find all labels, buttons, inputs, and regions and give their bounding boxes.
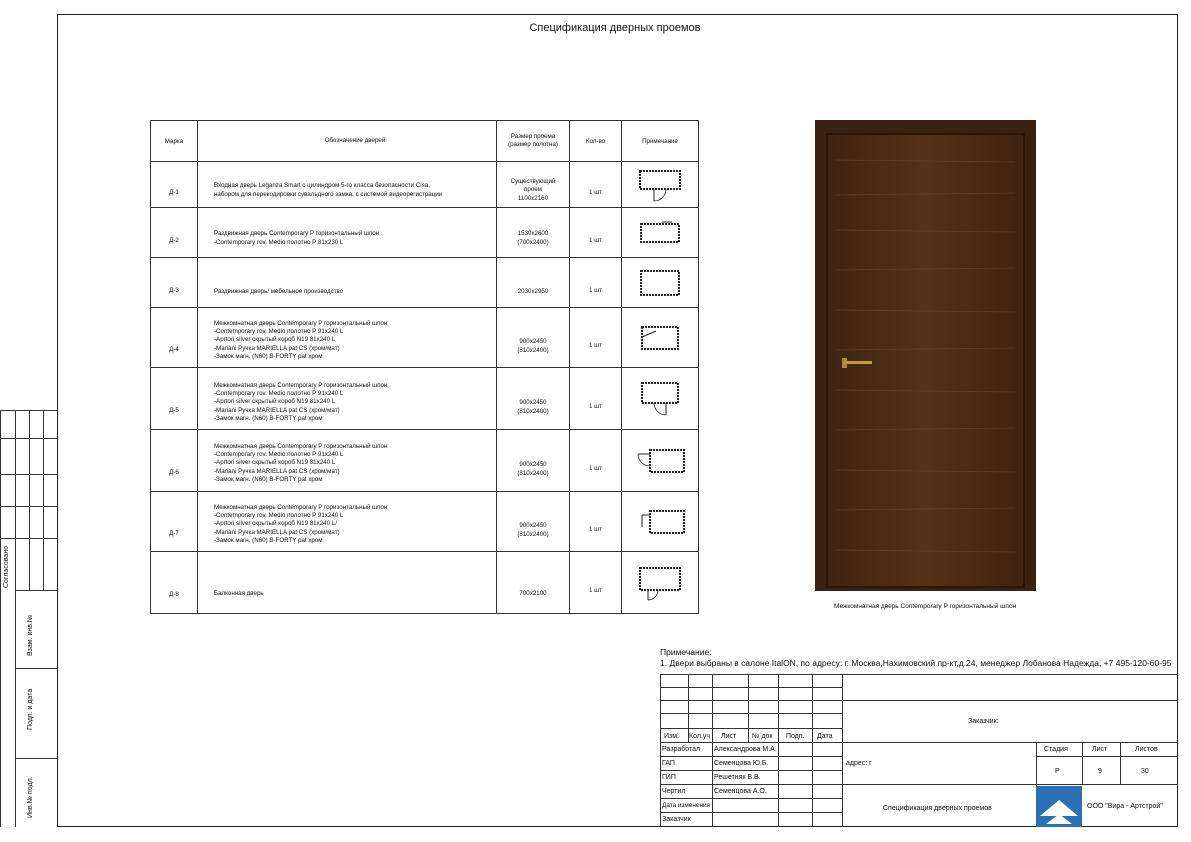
door-image [815, 120, 1036, 591]
desc-line: Раздвижная дверь/ мебельное производство [214, 288, 344, 296]
row-desc [198, 162, 497, 208]
size-line: 700х2100 [519, 590, 547, 598]
tb-customer: Заказчик: [968, 718, 999, 725]
size-line: (700х2400) [517, 238, 549, 246]
desc-line: -Contemporary rov. Medio полотно P 81х230 L [214, 238, 344, 246]
desc-line: набором для перекодировки сувальдного замка, с системой видеорегистрации [214, 190, 443, 198]
tb-role: ГАП [662, 760, 675, 767]
row-mark: Д-4 [151, 308, 198, 368]
desc-line: Межкомнатная дверь Contemporary P горизонтальный шпон [214, 442, 388, 450]
row-qty: 1 шт [570, 552, 622, 614]
row-desc [198, 368, 497, 430]
desc-line: -Aprtori silver скрытый короб N19 81х240 L [214, 398, 336, 406]
desc-line: -Contemporary rov. Medio полотно P 91х240 L [214, 389, 344, 397]
tb-sheet-value: 9 [1098, 768, 1102, 775]
row-desc [198, 552, 497, 614]
sliding-door-plan-icon [636, 218, 684, 248]
row-desc [198, 492, 497, 552]
row-mark: Д-8 [151, 552, 198, 614]
row-desc [198, 430, 497, 492]
row-size [497, 208, 570, 258]
desc-line: -Замок магн. (N60) B-FORTY pat хром [214, 415, 323, 423]
tb-header-kol: Кол.уч [689, 733, 710, 740]
desc-line: -Aprtori silver скрытый короб N19 81х240 L [214, 336, 336, 344]
tb-sheet-label: Лист [1092, 746, 1108, 753]
desc-line: -Contemporary rov. Medio полотно P 91х240 L [214, 327, 344, 335]
company-logo-icon [1036, 786, 1082, 827]
tb-doc-title: Спецификация дверных проемов [883, 805, 992, 812]
row-qty: 1 шт [570, 430, 622, 492]
agreed-label: Согласовано [3, 545, 10, 588]
desc-line: -Aprtori silver скрытый короб N19 81х240 L [214, 459, 336, 467]
size-line: 900х2450 [519, 461, 547, 469]
size-line: 2030х2950 [517, 288, 549, 296]
header-size [497, 121, 570, 162]
tb-person: Решетняк В.В. [714, 774, 761, 781]
desc-line: -Mariani Ручка MARIELLA pat CS (хром/мат) [214, 406, 340, 414]
tb-role: Чертил [662, 788, 686, 795]
tb-company: ООО "Вира - Артстрой" [1087, 803, 1163, 810]
tb-sheets-value: 30 [1141, 768, 1149, 775]
desc-line: -Contemporary rov. Medio полотно P 91х240 L [214, 511, 344, 519]
header-mark: Марка [151, 121, 198, 162]
size-line: 900х2450 [519, 399, 547, 407]
size-line: (810х2400) [517, 407, 549, 415]
desc-line: Балконная дверь [214, 590, 264, 598]
door-plan-icon [636, 379, 684, 419]
tb-header-podp: Подп. [786, 733, 805, 740]
size-line: Существующий [510, 178, 556, 186]
door-plan-icon [636, 321, 684, 355]
table-row [151, 552, 699, 614]
row-size [497, 492, 570, 552]
size-line: 900х2450 [519, 522, 547, 530]
notes-line: 1. Двери выбраны в салоне ItalON, по адресу: г. Москва,Нахимовский пр-кт,д.24, менеджер Лобанова Надежда, +7 495-120-60-95 [660, 658, 1172, 668]
desc-line: -Contemporary rov. Medio полотно P 91х240 L [214, 450, 344, 458]
row-size [497, 162, 570, 208]
tb-person: Семенцова Ю.Б. [714, 760, 769, 767]
desc-line: Межкомнатная дверь Contemporary P горизонтальный шпон [214, 319, 388, 327]
row-plan [622, 208, 699, 258]
row-plan [622, 308, 699, 368]
size-line: (810х2400) [517, 530, 549, 538]
header-desc: Обозначение дверей [198, 121, 497, 162]
size-line: проем [524, 186, 542, 194]
row-qty: 1 шт [570, 208, 622, 258]
row-plan [622, 552, 699, 614]
tb-address: адрес: г [846, 760, 872, 767]
row-qty: 1 шт [570, 308, 622, 368]
desc-line: -Замок магн. (N60) B-FORTY pat хром [214, 476, 323, 484]
desc-line: Межкомнатная дверь Contemporary P горизонтальный шпон [214, 381, 388, 389]
tb-role: ГИП [662, 774, 676, 781]
table-row [151, 368, 699, 430]
header-qty: Кол-во [570, 121, 622, 162]
desc-line: -Замок магн. (N60) B-FORTY pat хром [214, 353, 323, 361]
binding-strip [0, 410, 57, 827]
table-header-row [151, 121, 699, 162]
door-plan-icon [636, 167, 684, 203]
desc-line: -Aprtori silver скрытый короб N19 81х240 L/ [214, 520, 337, 528]
desc-line: -Mariani Ручка MARIELLA pat CS (хром/мат) [214, 344, 340, 352]
row-mark: Д-2 [151, 208, 198, 258]
row-desc [198, 308, 497, 368]
row-mark: Д-3 [151, 258, 198, 308]
page-title: Спецификация дверных проемов [529, 22, 701, 34]
tb-stage-value: Р [1055, 768, 1060, 775]
row-size [497, 258, 570, 308]
row-qty: 1 шт [570, 368, 622, 430]
row-mark: Д-7 [151, 492, 198, 552]
desc-line: -Mariani Ручка MARIELLA pat CS (хром/мат) [214, 467, 340, 475]
size-line: 1530х2600 [517, 230, 549, 238]
desc-line: Раздвижная дверь Contemporary P горизонтальный шпон [214, 230, 380, 238]
row-size [497, 308, 570, 368]
row-mark: Д-5 [151, 368, 198, 430]
door-plan-icon [632, 505, 688, 539]
row-desc [198, 208, 497, 258]
tb-header-ndoc: № док [752, 733, 773, 740]
size-line: 900х2450 [519, 338, 547, 346]
inv-orig-label: Инв.№ подл. [27, 776, 34, 818]
tb-role: Разработал [662, 746, 701, 753]
tb-stage-label: Стадия [1044, 746, 1068, 753]
table-row [151, 308, 699, 368]
door-spec-table [150, 120, 699, 614]
tb-header-list: Лист [721, 733, 737, 740]
table-row [151, 492, 699, 552]
tb-header-izm: Изм. [664, 733, 679, 740]
desc-line: -Замок магн. (N60) B-FORTY pat хром [214, 537, 323, 545]
row-size [497, 552, 570, 614]
sliding-door-plan-icon [636, 266, 684, 300]
row-qty: 1 шт [570, 162, 622, 208]
row-mark: Д-1 [151, 162, 198, 208]
size-line: (810х2400) [517, 469, 549, 477]
table-row [151, 430, 699, 492]
table-row [151, 208, 699, 258]
table-row [151, 258, 699, 308]
size-line: (810х2400) [517, 346, 549, 354]
row-desc [198, 258, 497, 308]
balcony-door-plan-icon [636, 562, 684, 604]
door-illustration [815, 120, 1036, 591]
header-size-line1: Размер проема [510, 132, 556, 140]
header-size-line2: (размер полотна) [508, 141, 558, 148]
tb-person: Александрова М.А. [714, 746, 777, 753]
table-row [151, 162, 699, 208]
row-qty: 1 шт [570, 492, 622, 552]
row-plan [622, 258, 699, 308]
desc-line: Входная дверь Leganza Smart с цилиндром 5-го класса безопасности Cisa, [214, 182, 430, 190]
tb-role: Заказчик [662, 816, 691, 823]
row-plan [622, 430, 699, 492]
desc-line: -Mariani Ручка MARIELLA pat CS (хром/мат) [214, 528, 340, 536]
row-size [497, 368, 570, 430]
row-plan [622, 162, 699, 208]
tb-role: Дата изменения [662, 802, 711, 809]
door-plan-icon [632, 444, 688, 478]
size-line: 1100х2160 [517, 194, 549, 202]
tb-sheets-label: Листов [1135, 746, 1158, 753]
inv-replace-label: Взам. инв.№ [27, 614, 34, 656]
sign-date-label: Подп. и дата [27, 688, 34, 730]
desc-line: Межкомнатная дверь Contemporary P горизонтальный шпон [214, 503, 388, 511]
tb-header-data: Дата [817, 733, 833, 740]
row-size [497, 430, 570, 492]
notes-heading: Примечание: [660, 647, 712, 657]
row-mark: Д-6 [151, 430, 198, 492]
row-plan [622, 492, 699, 552]
row-plan [622, 368, 699, 430]
door-caption: Межкомнатная дверь Contemporary P горизонтальный шпон [833, 603, 1017, 610]
tb-person: Семенцова А.О. [714, 788, 767, 795]
header-note: Примечание [622, 121, 699, 162]
row-qty: 1 шт [570, 258, 622, 308]
